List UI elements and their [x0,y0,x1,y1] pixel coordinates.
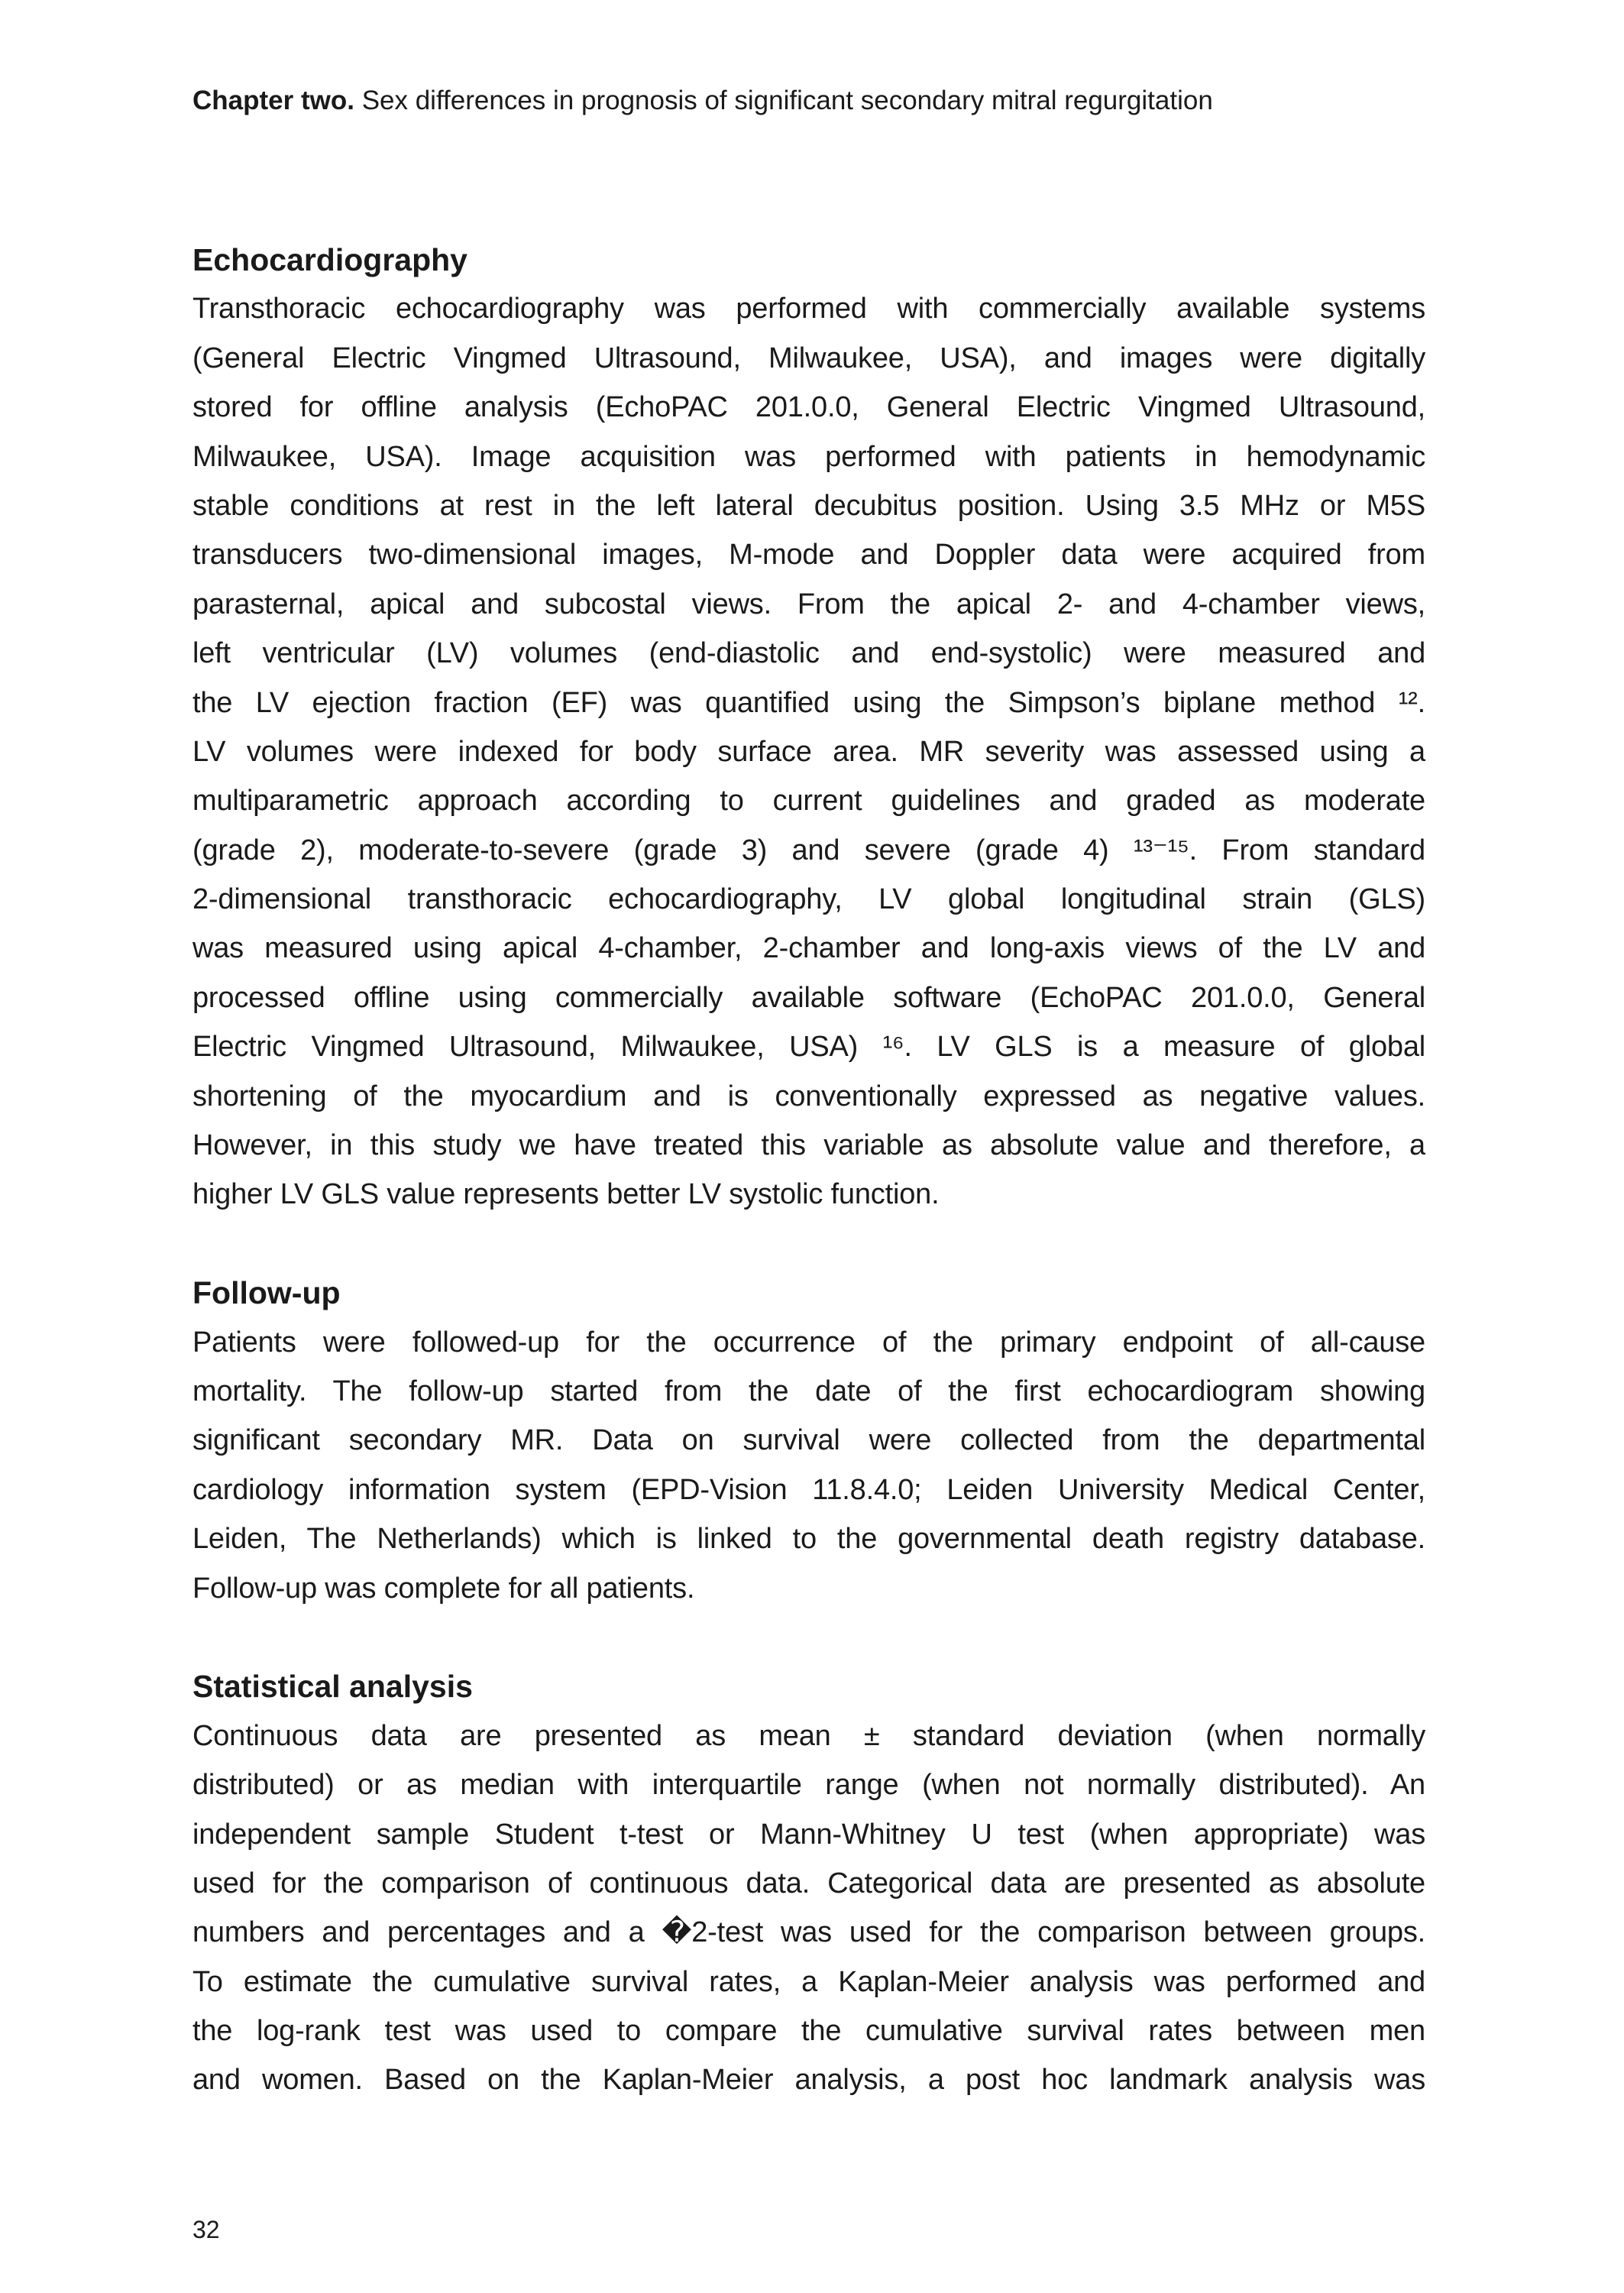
paragraph-line: distributed) or as median with interquartile range (when not normally distributed). An [192,1769,1425,1802]
section-heading: Follow-up [192,1275,341,1311]
page-number: 32 [192,2216,220,2243]
running-header [192,86,1213,116]
paragraph-line: transducers two-dimensional images, M-mode and Doppler data were acquired from [192,539,1425,572]
paragraph-line: parasternal, apical and subcostal views. From the apical 2- and 4-chamber views, [192,588,1425,620]
paragraph-line: significant secondary MR. Data on survival were collected from the departmental [192,1424,1425,1457]
paragraph-line: LV volumes were indexed for body surface area. MR severity was assessed using a [192,735,1425,768]
section-heading: Statistical analysis [192,1669,473,1705]
paragraph-line: cardiology information system (EPD-Vision 11.8.4.0; Leiden University Medical Center, [192,1473,1425,1506]
paragraph-line: was measured using apical 4-chamber, 2-chamber and long-axis views of the LV and [192,932,1425,965]
paragraph-line: stable conditions at rest in the left lateral decubitus position. Using 3.5 MHz or M5S [192,489,1425,522]
paragraph-line: the LV ejection fraction (EF) was quantified using the Simpson’s biplane method ¹². [192,686,1425,719]
paragraph-line: (grade 2), moderate-to-severe (grade 3) and severe (grade 4) ¹³⁻¹⁵. From standard [192,834,1425,866]
paragraph-line: Follow-up was complete for all patients. [192,1572,695,1605]
paragraph-line: multiparametric approach according to current guidelines and graded as moderate [192,785,1425,818]
section-heading: Echocardiography [192,242,467,277]
paragraph-line: processed offline using commercially available software (EchoPAC 201.0.0, General [192,981,1425,1014]
paragraph-line: independent sample Student t-test or Mann-Whitney U test (when appropriate) was [192,1818,1425,1851]
paragraph-line: Electric Vingmed Ultrasound, Milwaukee, USA) ¹⁶. LV GLS is a measure of global [192,1031,1425,1064]
paragraph-line: higher LV GLS value represents better LV systolic function. [192,1178,940,1211]
paragraph-line: Milwaukee, USA). Image acquisition was performed with patients in hemodynamic [192,440,1425,473]
paragraph-line: Transthoracic echocardiography was performed with commercially available systems [192,293,1425,325]
paragraph-line: numbers and percentages and a �2-test was used for the comparison between groups. [192,1916,1425,1949]
chapter-label: Chapter two. [192,86,354,115]
paragraph-line: Leiden, The Netherlands) which is linked to the governmental death registry database. [192,1523,1425,1556]
section-gap [192,1613,1425,1662]
paragraph-line: To estimate the cumulative survival rates, a Kaplan-Meier analysis was performed and [192,1965,1425,1998]
paragraph-line: stored for offline analysis (EchoPAC 201.0.0, General Electric Vingmed Ultrasound, [192,391,1425,424]
paragraph-line: used for the comparison of continuous data. Categorical data are presented as absolute [192,1867,1425,1899]
paragraph-line: Patients were followed-up for the occurrence of the primary endpoint of all-cause [192,1326,1425,1359]
paragraph-line: 2-dimensional transthoracic echocardiography, LV global longitudinal strain (GLS) [192,883,1425,916]
chapter-title: Sex differences in prognosis of significant secondary mitral regurgitation [361,86,1213,115]
paragraph-line: Continuous data are presented as mean ± standard deviation (when normally [192,1719,1425,1752]
paragraph-line: shortening of the myocardium and is conventionally expressed as negative values. [192,1080,1425,1112]
paragraph-line: left ventricular (LV) volumes (end-diastolic and end-systolic) were measured and [192,637,1425,670]
document-body [192,235,1425,2105]
section-gap [192,1219,1425,1268]
paragraph-line: However, in this study we have treated this variable as absolute value and therefore, a [192,1129,1425,1162]
paragraph-line: the log-rank test was used to compare the cumulative survival rates between men [192,2015,1425,2048]
paragraph-line: (General Electric Vingmed Ultrasound, Milwaukee, USA), and images were digitally [192,342,1425,374]
paragraph-line: mortality. The follow-up started from the date of the first echocardiogram showing [192,1375,1425,1407]
paragraph-line: and women. Based on the Kaplan-Meier analysis, a post hoc landmark analysis was [192,2064,1425,2097]
